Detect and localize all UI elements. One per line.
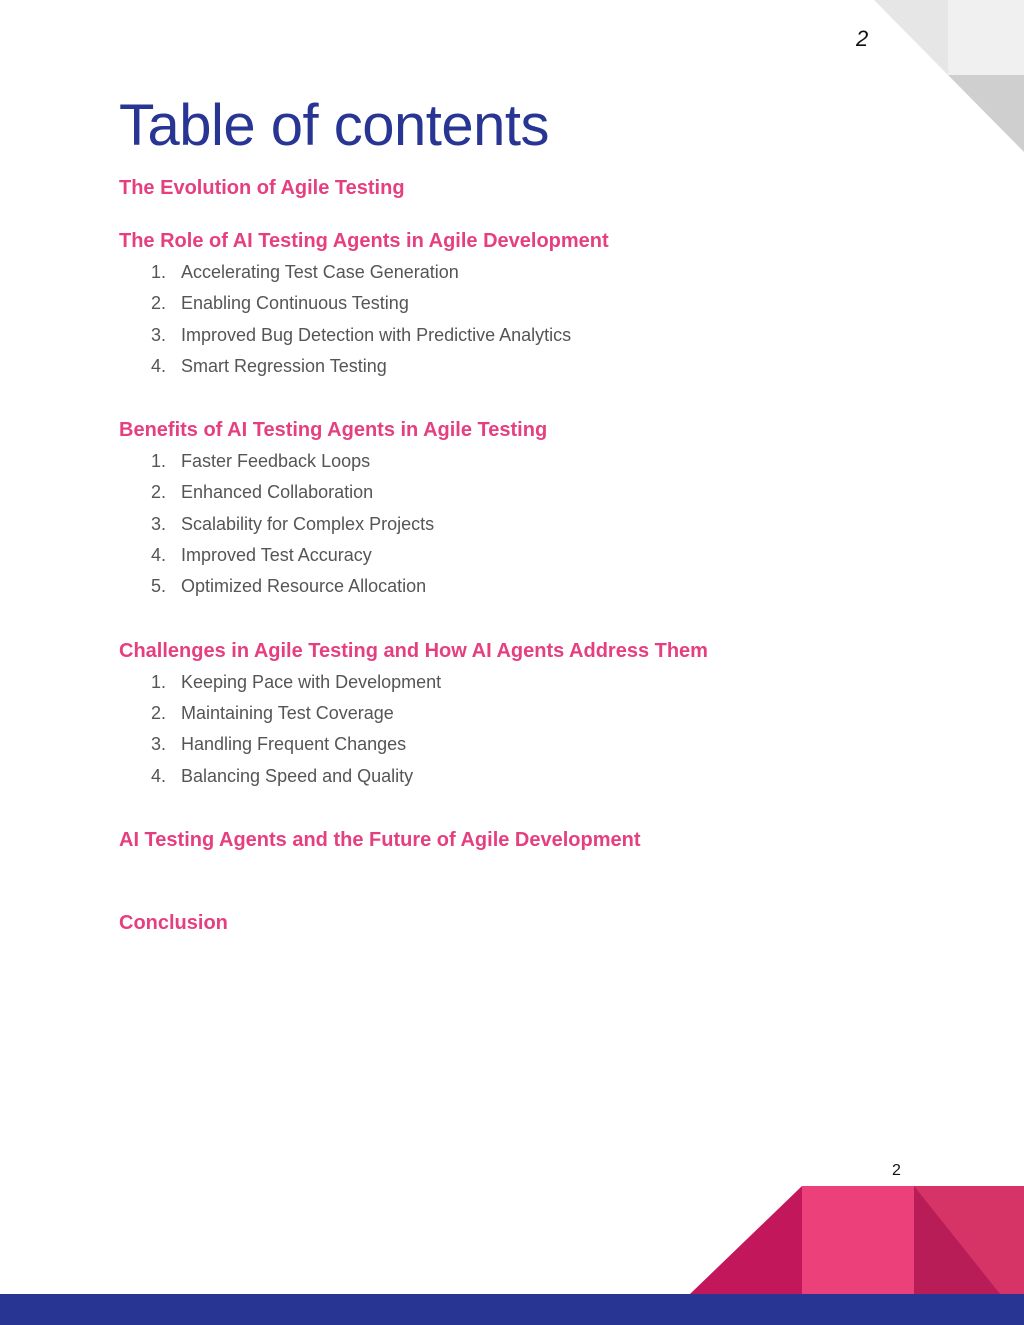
- toc-subitem-label: Optimized Resource Allocation: [181, 576, 427, 597]
- list-number: 1.: [151, 671, 167, 692]
- toc-subitem-label: Enhanced Collaboration: [181, 482, 374, 503]
- toc-subitem-link[interactable]: [119, 509, 899, 540]
- toc-sublist: [119, 446, 899, 602]
- page-title: Table of contents: [119, 93, 550, 158]
- toc-subitem-label: Improved Test Accuracy: [181, 545, 372, 566]
- list-number: 1.: [151, 262, 167, 282]
- toc-subitem-label: Enabling Continuous Testing: [181, 293, 409, 314]
- list-number: 3.: [151, 734, 167, 755]
- toc-section-4: [119, 637, 899, 792]
- toc-subitem-link[interactable]: [119, 351, 899, 382]
- footer-bar: [0, 1294, 1024, 1325]
- toc-subitem-label: Maintaining Test Coverage: [181, 702, 394, 723]
- toc-section-2: [119, 227, 899, 382]
- list-number: 2.: [151, 702, 167, 723]
- toc-sublist: [119, 257, 899, 382]
- toc-heading-link[interactable]: Conclusion: [119, 911, 228, 934]
- toc-sublist: [119, 667, 899, 792]
- corner-decoration-top: [860, 0, 1024, 152]
- list-number: 4.: [151, 545, 167, 566]
- toc-heading-link[interactable]: The Role of AI Testing Agents in Agile Development: [119, 230, 609, 252]
- toc-subitem-link[interactable]: [119, 446, 899, 477]
- corner-decoration-bottom: [690, 1180, 1024, 1294]
- list-number: 4.: [151, 765, 167, 786]
- toc-heading-link[interactable]: The Evolution of Agile Testing: [119, 177, 405, 199]
- list-number: 3.: [151, 513, 167, 534]
- toc-subitem-label: Keeping Pace with Development: [181, 671, 442, 692]
- toc-subitem-label: Balancing Speed and Quality: [181, 765, 414, 786]
- toc-subitem-link[interactable]: [119, 698, 899, 729]
- toc-subitem-link[interactable]: [119, 571, 899, 602]
- toc-subitem-link[interactable]: [119, 667, 899, 698]
- toc-subitem-label: Faster Feedback Loops: [181, 451, 371, 472]
- list-number: 2.: [151, 293, 167, 314]
- toc-subitem-link[interactable]: [119, 729, 899, 760]
- toc-heading-link[interactable]: Challenges in Agile Testing and How AI Agents Address Them: [119, 639, 708, 662]
- toc-subitem-link[interactable]: [119, 288, 899, 319]
- toc-subitem-link[interactable]: [119, 477, 899, 508]
- toc-subitem-label: Accelerating Test Case Generation: [181, 262, 459, 282]
- page-number-bottom: 2: [892, 1162, 901, 1179]
- toc-subitem-label: Improved Bug Detection with Predictive Analytics: [181, 324, 572, 345]
- toc-section-5: [119, 826, 899, 854]
- toc-heading-link[interactable]: AI Testing Agents and the Future of Agile Development: [119, 828, 641, 851]
- toc-subitem-label: Smart Regression Testing: [181, 355, 387, 376]
- list-number: 4.: [151, 355, 167, 376]
- toc-section-3: [119, 416, 899, 602]
- toc-heading-link[interactable]: Benefits of AI Testing Agents in Agile Testing: [119, 419, 548, 442]
- toc-subitem-link[interactable]: [119, 761, 899, 792]
- table-of-contents: [119, 174, 899, 937]
- toc-section-1: [119, 174, 899, 202]
- list-number: 5.: [151, 576, 167, 597]
- toc-subitem-link[interactable]: [119, 320, 899, 351]
- toc-subitem-label: Handling Frequent Changes: [181, 734, 407, 755]
- toc-subitem-link[interactable]: [119, 257, 899, 288]
- page-number-top: 2: [856, 26, 869, 51]
- toc-subitem-link[interactable]: [119, 540, 899, 571]
- list-number: 2.: [151, 482, 167, 503]
- toc-subitem-label: Scalability for Complex Projects: [181, 513, 435, 534]
- list-number: 3.: [151, 324, 167, 345]
- list-number: 1.: [151, 451, 167, 472]
- toc-section-6: [119, 909, 899, 937]
